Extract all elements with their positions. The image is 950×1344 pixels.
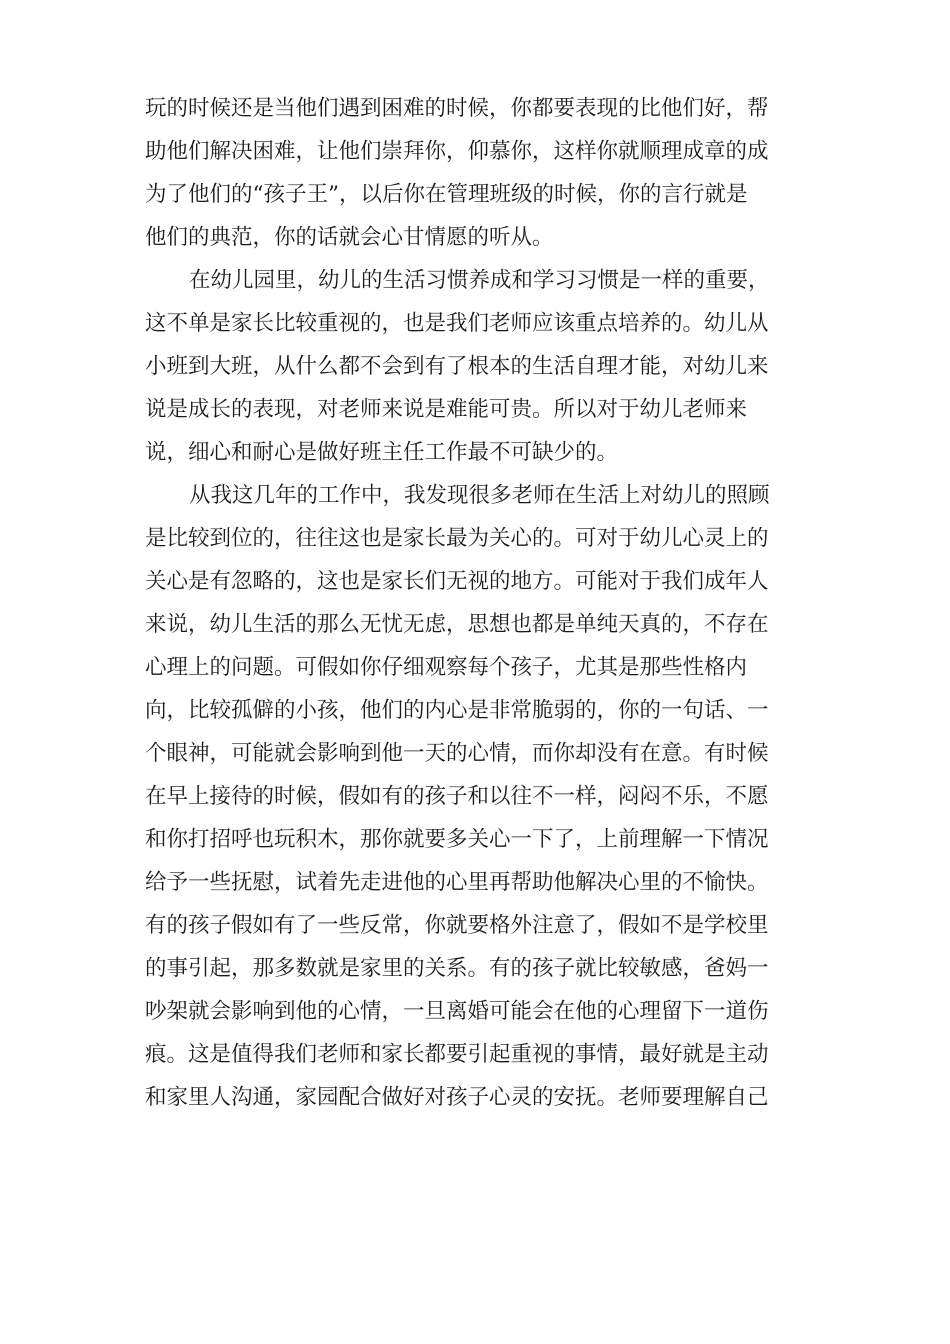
text-line: 是比较到位的，往往这也是家长最为关心的。可对于幼儿心灵上的 — [145, 526, 769, 551]
text-line: 个眼神，可能就会影响到他一天的心情，而你却没有在意。有时候 — [145, 741, 769, 766]
paragraph-2 — [145, 259, 805, 474]
text-line: 吵架就会影响到他的心情，一旦离婚可能会在他的心理留下一道伤 — [145, 999, 769, 1024]
text-line: 有的孩子假如有了一些反常，你就要格外注意了，假如不是学校里 — [145, 913, 769, 938]
text-line: 向，比较孤僻的小孩，他们的内心是非常脆弱的，你的一句话、一 — [145, 698, 769, 723]
text-line: 在早上接待的时候，假如有的孩子和以往不一样，闷闷不乐，不愿 — [145, 784, 769, 809]
text-line: 痕。这是值得我们老师和家长都要引起重视的事情，最好就是主动 — [145, 1042, 769, 1067]
text-line: 小班到大班，从什么都不会到有了根本的生活自理才能，对幼儿来 — [145, 354, 769, 379]
document-body — [145, 87, 805, 1119]
text-line: 玩的时候还是当他们遇到困难的时候，你都要表现的比他们好，帮 — [145, 96, 769, 121]
text-line: 说是成长的表现，对老师来说是难能可贵。所以对于幼儿老师来 — [145, 397, 748, 422]
text-line: 助他们解决困难，让他们崇拜你，仰慕你，这样你就顺理成章的成 — [145, 139, 769, 164]
text-line: 从我这几年的工作中，我发现很多老师在生活上对幼儿的照顾 — [189, 483, 770, 508]
text-line: 为了他们的“孩子王”，以后你在管理班级的时候，你的言行就是 — [145, 182, 748, 207]
text-line: 和家里人沟通，家园配合做好对孩子心灵的安抚。老师要理解自己 — [145, 1085, 769, 1110]
text-line: 说，细心和耐心是做好班主任工作最不可缺少的。 — [145, 440, 619, 465]
text-line: 这不单是家长比较重视的，也是我们老师应该重点培养的。幼儿从 — [145, 311, 769, 336]
text-line: 在幼儿园里，幼儿的生活习惯养成和学习习惯是一样的重要， — [189, 268, 770, 293]
text-line: 给予一些抚慰，试着先走进他的心里再帮助他解决心里的不愉快。 — [145, 870, 769, 895]
text-line: 和你打招呼也玩积木，那你就要多关心一下了，上前理解一下情况 — [145, 827, 769, 852]
text-line: 的事引起，那多数就是家里的关系。有的孩子就比较敏感，爸妈一 — [145, 956, 769, 981]
text-line: 来说，幼儿生活的那么无忧无虑，思想也都是单纯天真的，不存在 — [145, 612, 769, 637]
text-line: 关心是有忽略的，这也是家长们无视的地方。可能对于我们成年人 — [145, 569, 769, 594]
text-line: 他们的典范，你的话就会心甘情愿的听从。 — [145, 225, 554, 250]
paragraph-3 — [145, 474, 805, 1119]
paragraph-1 — [145, 87, 805, 259]
text-line: 心理上的问题。可假如你仔细观察每个孩子，尤其是那些性格内 — [145, 655, 748, 680]
